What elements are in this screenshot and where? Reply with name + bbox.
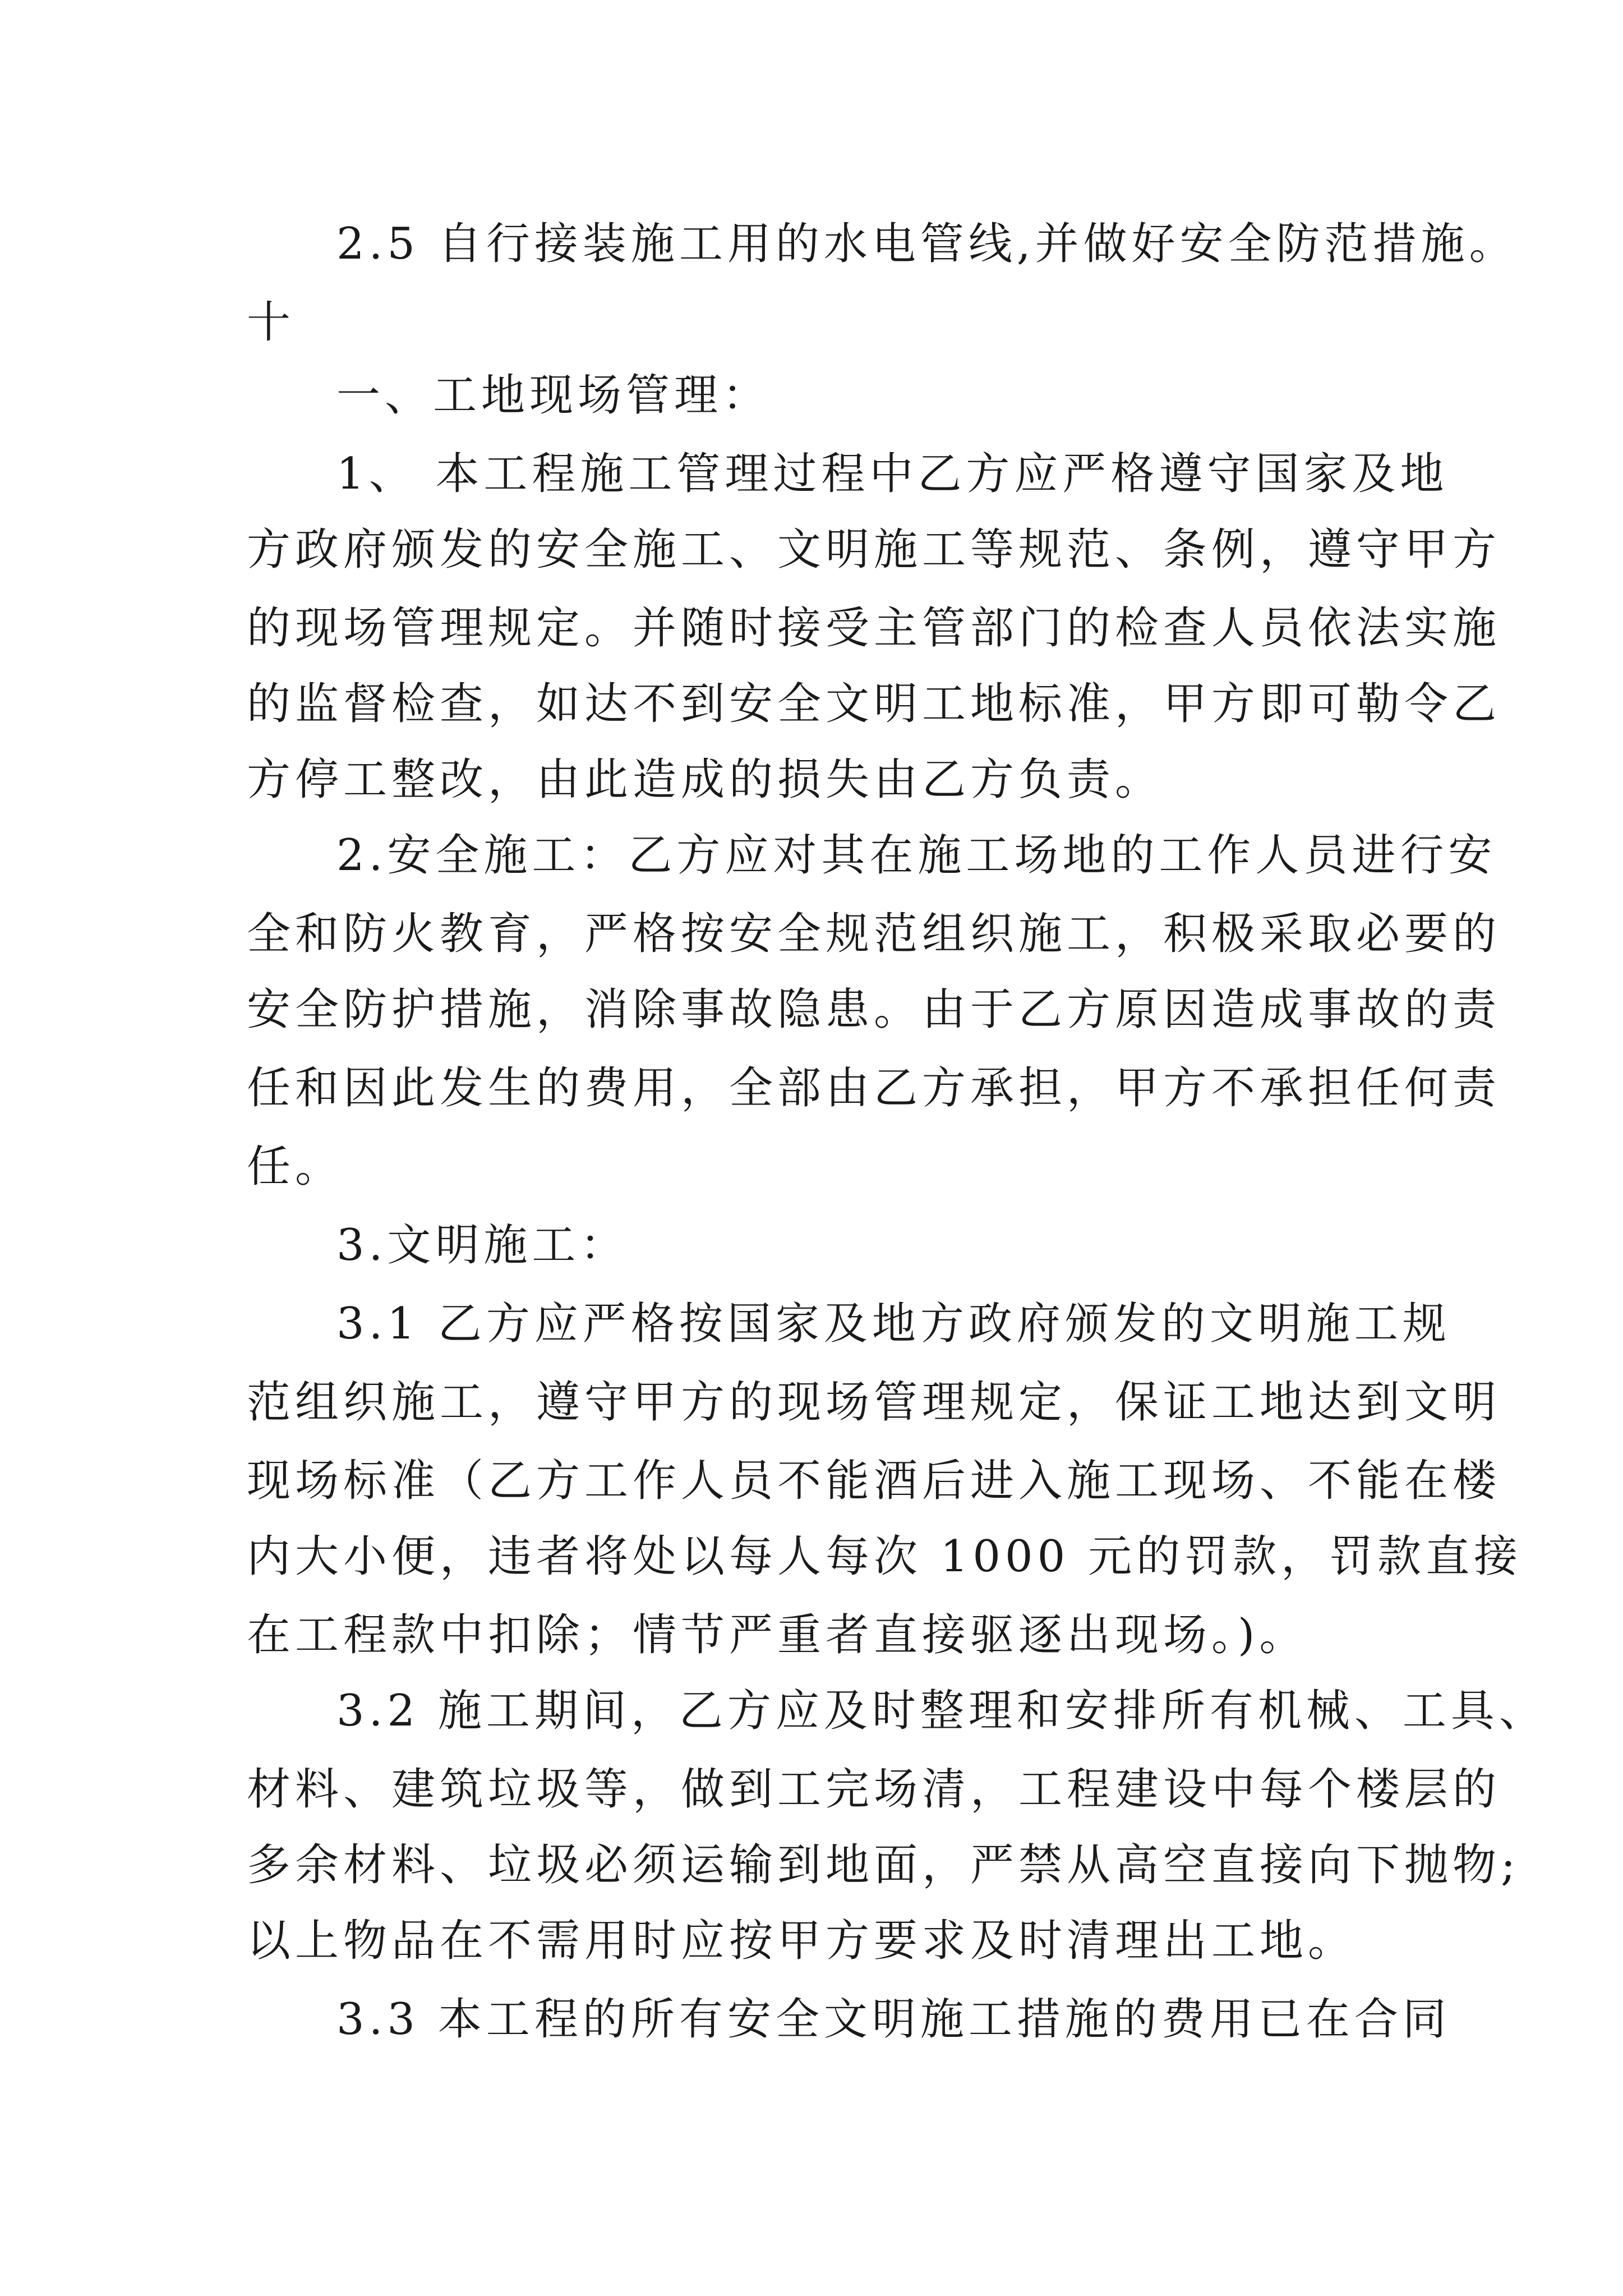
text-line: 的现场管理规定。并随时接受主管部门的检查人员依法实施	[247, 603, 1501, 654]
text-line: 安全防护措施，消除事故隐患。由于乙方原因造成事故的责	[247, 984, 1501, 1035]
text-line: 1、 本工程施工管理过程中乙方应严格遵守国家及地	[336, 449, 1449, 499]
text-line: 方停工整改，由此造成的损失由乙方负责。	[247, 754, 1164, 805]
section-heading: 一、工地现场管理：	[336, 370, 771, 421]
text-line: 内大小便，违者将处以每人每次 1000 元的罚款，罚款直接	[247, 1531, 1523, 1582]
text-line: 现场标准（乙方工作人员不能酒后进入施工现场、不能在楼	[247, 1456, 1501, 1506]
text-line: 材料、建筑垃圾等，做到工完场清，工程建设中每个楼层的	[247, 1764, 1501, 1815]
text-line: 3.文明施工：	[336, 1220, 629, 1271]
text-line: 在工程款中扣除；情节严重者直接驱逐出现场。)。	[247, 1610, 1308, 1660]
text-line: 方政府颁发的安全施工、文明施工等规范、条例，遵守甲方	[247, 524, 1501, 575]
text-line: 十	[247, 297, 296, 348]
text-line: 多余材料、垃圾必须运输到地面，严禁从高空直接向下抛物;	[247, 1840, 1520, 1890]
text-line: 2.5 自行接装施工用的水电管线,并做好安全防范措施。	[336, 219, 1518, 269]
text-line: 任和因此发生的费用，全部由乙方承担，甲方不承担任何责	[247, 1063, 1501, 1114]
text-line: 2.安全施工：乙方应对其在施工场地的工作人员进行安	[336, 830, 1497, 881]
text-line: 以上物品在不需用时应按甲方要求及时清理出工地。	[247, 1916, 1357, 1966]
text-line: 的监督检查，如达不到安全文明工地标准，甲方即可勒令乙	[247, 679, 1501, 729]
text-line: 3.2 施工期间，乙方应及时整理和安排所有机械、工具、	[336, 1686, 1547, 1736]
text-line: 全和防火教育，严格按安全规范组织施工，积极采取必要的	[247, 909, 1501, 959]
text-line: 3.3 本工程的所有安全文明施工措施的费用已在合同	[336, 1994, 1451, 2045]
text-line: 3.1 乙方应严格按国家及地方政府颁发的文明施工规	[336, 1299, 1451, 1349]
text-line: 任。	[247, 1142, 344, 1192]
text-line: 范组织施工，遵守甲方的现场管理规定，保证工地达到文明	[247, 1377, 1501, 1428]
